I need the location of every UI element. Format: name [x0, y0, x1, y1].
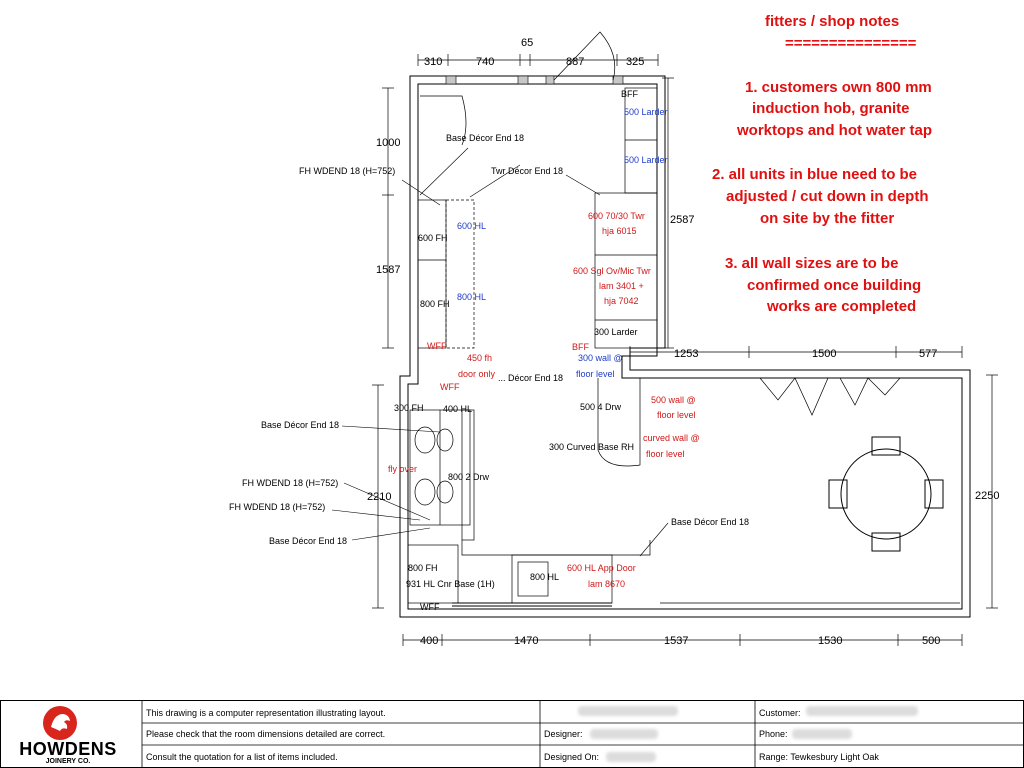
- label-twr-decor: Twr Décor End 18: [491, 166, 564, 176]
- label-500-wall: 500 wall @: [651, 395, 696, 405]
- label-fh-wdend-top: FH WDEND 18 (H=752): [299, 166, 396, 176]
- label-500-4-drw: 500 4 Drw: [580, 402, 622, 412]
- label-600-hl: 600 HL: [457, 221, 487, 231]
- label-hja-7042: hja 7042: [604, 296, 639, 306]
- notes-line-5: adjusted / cut down in depth: [726, 188, 929, 205]
- label-bff-1: BFF: [621, 89, 638, 99]
- dim-mid-1253: 1253: [674, 348, 699, 360]
- label-300-fh: 300 FH: [394, 403, 424, 413]
- label-floor-level-b: floor level: [657, 410, 696, 420]
- dim-top-887: 887: [566, 56, 585, 68]
- label-base-decor-top: Base Décor End 18: [446, 133, 525, 143]
- label-wff-3: WFF: [420, 602, 440, 612]
- dim-bottom-1470: 1470: [514, 635, 539, 647]
- notes-line-2: induction hob, granite: [752, 100, 910, 117]
- label-curved-wall: curved wall @: [643, 433, 700, 443]
- customer-label: Customer:: [759, 708, 801, 718]
- notes-line-8: confirmed once building: [747, 277, 922, 294]
- label-lam-3401: lam 3401 +: [599, 281, 644, 291]
- disclaimer-line-1: This drawing is a computer representation illustrating layout.: [146, 708, 386, 718]
- redacted-field: [578, 706, 678, 716]
- dim-right-2250: 2250: [975, 490, 1000, 502]
- label-fh-wdend-mid: FH WDEND 18 (H=752): [242, 478, 339, 488]
- label-800-2-drw: 800 2 Drw: [448, 472, 490, 482]
- designer-label: Designer:: [544, 729, 583, 739]
- label-800-fh-a: 800 FH: [420, 299, 450, 309]
- label-bff-2: BFF: [572, 342, 589, 352]
- walls: [400, 32, 970, 617]
- disclaimer-line-2: Please check that the room dimensions detailed are correct.: [146, 729, 386, 739]
- label-decor-mid: ... Décor End 18: [498, 373, 564, 383]
- label-base-decor-left: Base Décor End 18: [261, 420, 340, 430]
- designed-on-value-redacted: [606, 752, 656, 762]
- label-wff-1: WFF: [427, 341, 447, 351]
- unit-labels: [229, 89, 749, 612]
- label-base-decor-low: Base Décor End 18: [269, 536, 348, 546]
- label-door-only: door only: [458, 369, 496, 379]
- lion-emblem-icon: [42, 705, 78, 741]
- dim-bottom-1530: 1530: [818, 635, 843, 647]
- dim-mid-1500: 1500: [812, 348, 837, 360]
- label-hja-6015: hja 6015: [602, 226, 637, 236]
- dim-left-2210: 2210: [367, 491, 392, 503]
- dining-table: [829, 437, 943, 551]
- label-800-hl-b: 800 HL: [457, 292, 487, 302]
- dim-left-1587: 1587: [376, 264, 401, 276]
- range-text: Range: Tewkesbury Light Oak: [759, 752, 879, 762]
- label-800-hl-c: 800 HL: [530, 572, 560, 582]
- label-300-wall-a: 300 wall @: [578, 353, 623, 363]
- dim-left-1000: 1000: [376, 137, 401, 149]
- dim-mid-577: 577: [919, 348, 938, 360]
- label-500-larder-a: 500 Larder: [624, 107, 668, 117]
- label-400-hl: 400 HL: [443, 404, 473, 414]
- notes-title: fitters / shop notes: [765, 13, 900, 30]
- label-600-sgl-ov: 600 Sgl Ov/Mic Twr: [573, 266, 651, 276]
- notes-line-1: 1. customers own 800 mm: [745, 79, 932, 96]
- brand-name: HOWDENS: [19, 739, 117, 759]
- title-block: [0, 700, 1024, 768]
- label-lam-8670: lam 8670: [588, 579, 626, 589]
- fitters-notes: [712, 13, 932, 315]
- label-fh-wdend-low: FH WDEND 18 (H=752): [229, 502, 326, 512]
- dim-top-740: 740: [476, 56, 495, 68]
- label-base-decor-right: Base Décor End 18: [671, 517, 750, 527]
- label-wff-2: WFF: [440, 382, 460, 392]
- label-floor-level-c: floor level: [646, 449, 685, 459]
- notes-underline: ===============: [785, 35, 917, 52]
- notes-line-6: on site by the fitter: [760, 210, 895, 227]
- designed-on-label: Designed On:: [544, 752, 600, 762]
- phone-label: Phone:: [759, 729, 788, 739]
- dim-bottom-500: 500: [922, 635, 941, 647]
- dim-bottom-1537: 1537: [664, 635, 689, 647]
- designer-value-redacted: [590, 729, 658, 739]
- label-800-fh-b: 800 FH: [408, 563, 438, 573]
- label-500-larder-b: 500 Larder: [624, 155, 668, 165]
- disclaimer-line-3: Consult the quotation for a list of items included.: [146, 752, 338, 762]
- label-fly-over: fly over: [388, 464, 418, 474]
- label-300-larder: 300 Larder: [594, 327, 638, 337]
- dim-top-310: 310: [424, 56, 443, 68]
- notes-line-7: 3. all wall sizes are to be: [725, 255, 899, 272]
- notes-line-9: works are completed: [767, 298, 917, 315]
- dim-bottom-400: 400: [420, 635, 439, 647]
- label-600-hl-app-door: 600 HL App Door: [567, 563, 636, 573]
- howdens-logo: [6, 703, 136, 765]
- customer-value-redacted: [806, 706, 918, 716]
- dim-right-2587: 2587: [670, 214, 695, 226]
- label-931-hl-cnr: 931 HL Cnr Base (1H): [406, 579, 495, 589]
- label-300-curved-base: 300 Curved Base RH: [549, 442, 635, 452]
- notes-line-4: 2. all units in blue need to be: [712, 166, 918, 183]
- label-600-7030-twr: 600 70/30 Twr: [588, 211, 645, 221]
- dim-top-325: 325: [626, 56, 645, 68]
- label-600-fh: 600 FH: [418, 233, 448, 243]
- label-450-fh: 450 fh: [467, 353, 493, 363]
- phone-value-redacted: [792, 729, 852, 739]
- dim-top-65: 65: [521, 37, 534, 49]
- label-floor-level-a: floor level: [576, 369, 615, 379]
- notes-line-3: worktops and hot water tap: [737, 122, 933, 139]
- brand-sub: JOINERY CO.: [45, 758, 91, 765]
